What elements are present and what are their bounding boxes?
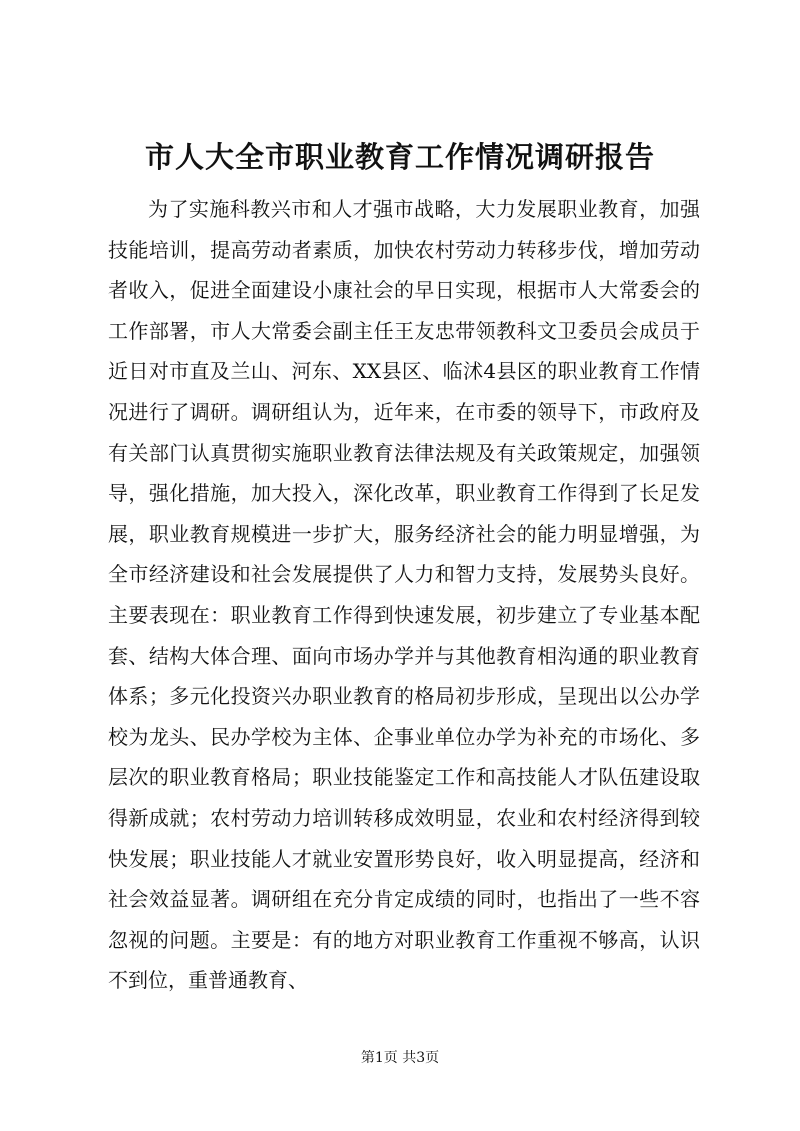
document-title: 市人大全市职业教育工作情况调研报告 <box>144 140 655 174</box>
page-footer: 第1页 共3页 <box>360 1050 440 1066</box>
body-paragraph: 为了实施科教兴市和人才强市战略，大力发展职业教育，加强技能培训，提高劳动者素质，加快农村劳动力转移步伐，增加劳动者收入，促进全面建设小康社会的早日实现，根据市人大常委会的工作部署，市人大常委会副主任王友忠带领教科文卫委员会成员于近日对市直及兰山、河东、XX县区、临沭4县区的职业教育工作情况进行了调研。调研组认为，近年来，在市委的领导下，市政府及有关部门认真贯彻实施职业教育法律法规及有关政策规定，加强领导，强化措施，加大投入，深化改革，职业教育工作得到了长足发展，职业教育规模进一步扩大，服务经济社会的能力明显增强，为全市经济建设和社会发展提供了人力和智力支持，发展势头良好。主要表现在：职业教育工作得到快速发展，初步建立了专业基本配套、结构大体合理、面向市场办学并与其他教育相沟通的职业教育体系；多元化投资兴办职业教育的格局初步形成，呈现出以公办学校为龙头、民办学校为主体、企事业单位办学为补充的市场化、多层次的职业教育格局；职业技能鉴定工作和高技能人才队伍建设取得新成就；农村劳动力培训转移成效明显，农业和农村经济得到较快发展；职业技能人才就业安置形势良好，收入明显提高，经济和社会效益显著。调研组在充分肯定成绩的同时，也指出了一些不容忽视的问题。主要是：有的地方对职业教育工作重视不够高，认识不到位，重普通教育、 <box>108 197 700 993</box>
